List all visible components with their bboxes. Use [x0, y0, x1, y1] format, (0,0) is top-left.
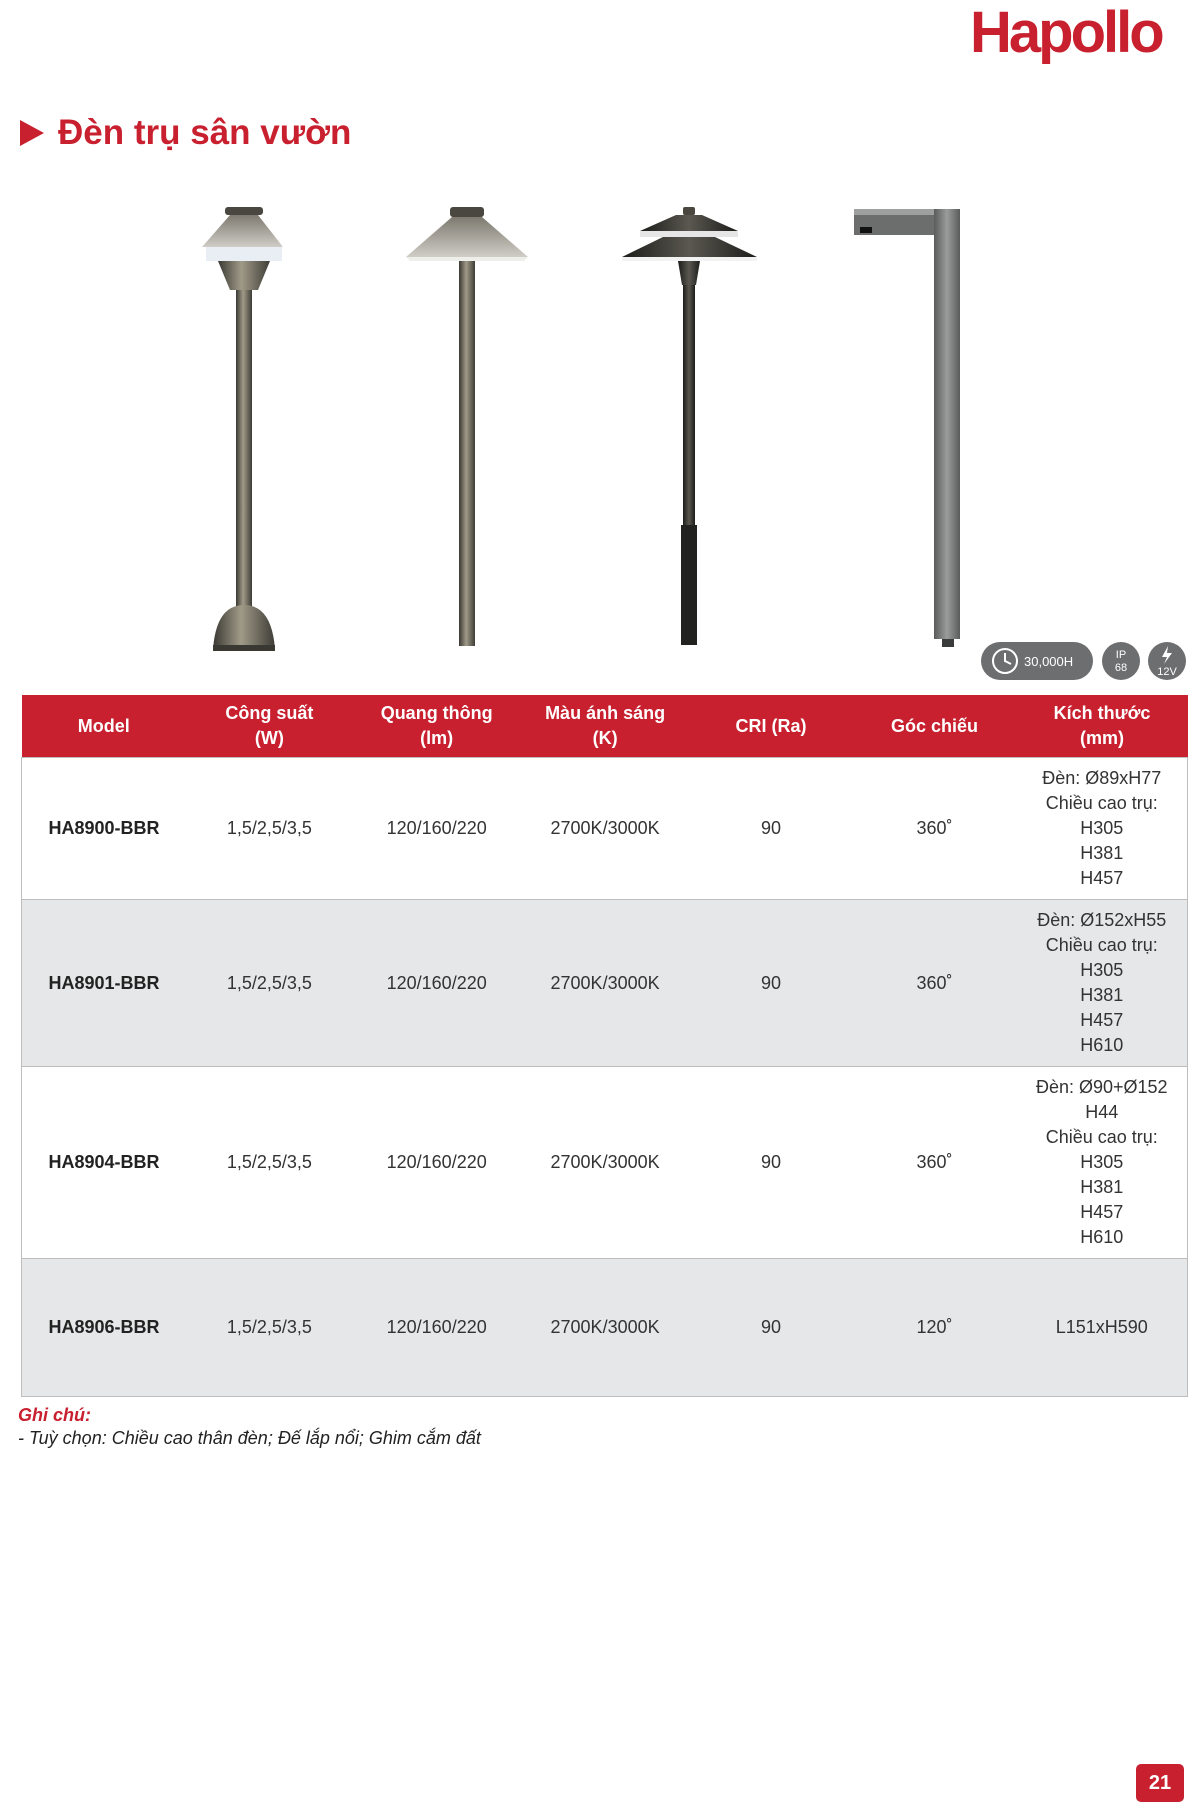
table-row: [22, 1259, 1188, 1397]
section-title-text: Đèn trụ sân vườn: [58, 113, 352, 152]
cell-size: Đèn: Ø152xH55 Chiều cao trụ: H305 H381 H457 H610: [1017, 900, 1188, 1067]
ip-rating-badge: [1102, 642, 1140, 680]
cell-color: 2700K/3000K: [521, 1259, 690, 1397]
table-header-row: [22, 695, 1188, 758]
cell-size: L151xH590: [1017, 1259, 1188, 1397]
cell-angle: 360˚: [916, 1152, 953, 1172]
hapollo-logo: [970, 2, 1188, 68]
page-number: 21: [1136, 1764, 1184, 1802]
product-images: [0, 195, 1200, 675]
cell-model: HA8904-BBR: [48, 1152, 160, 1172]
notes-text: - Tuỳ chọn: Chiều cao thân đèn; Đế lắp nổi; Ghim cắm đất: [18, 1428, 481, 1448]
product-image-ha8901: [406, 207, 528, 646]
lifetime-label: 30,000H: [1024, 654, 1074, 669]
header-size: Kích thước (mm): [1017, 695, 1188, 758]
header-power: Công suất (W): [186, 695, 353, 758]
header-lumen: Quang thông (lm): [353, 695, 521, 758]
product-image-ha8904: [622, 207, 757, 645]
table-row: [22, 758, 1188, 900]
cell-lumen: 120/160/220: [386, 818, 487, 838]
notes: [18, 1405, 481, 1449]
cell-angle: 120˚: [852, 1259, 1016, 1397]
section-title: [20, 108, 351, 158]
cell-color: 2700K/3000K: [550, 1152, 660, 1172]
product-image-ha8900: [202, 207, 283, 651]
cell-power: 1,5/2,5/3,5: [186, 1259, 353, 1397]
cell-color: 2700K/3000K: [550, 818, 660, 838]
ip-value: 68: [1114, 662, 1128, 674]
header-cri: CRI (Ra): [689, 695, 852, 758]
voltage-badge: [1148, 642, 1186, 680]
cell-model: HA8906-BBR: [22, 1259, 187, 1397]
cell-power: 1,5/2,5/3,5: [186, 900, 353, 1067]
cell-lumen: 120/160/220: [353, 1259, 521, 1397]
cell-size: Đèn: Ø90+Ø152 H44 Chiều cao trụ: H305 H381 H457 H610: [1035, 1077, 1168, 1247]
lifetime-badge: [981, 642, 1093, 680]
cell-power: 1,5/2,5/3,5: [226, 818, 312, 838]
header-color: Màu ánh sáng (K): [521, 695, 690, 758]
cell-cri: 90: [689, 1259, 852, 1397]
product-image-ha8906: [854, 209, 960, 647]
cell-cri: 90: [760, 1152, 781, 1172]
cell-model: HA8900-BBR: [48, 818, 160, 838]
header-angle: Góc chiếu: [852, 695, 1016, 758]
spec-table: [21, 695, 1188, 1397]
play-triangle-icon: [20, 120, 44, 146]
cell-cri: 90: [689, 900, 852, 1067]
cell-power: 1,5/2,5/3,5: [226, 1152, 312, 1172]
cell-cri: 90: [760, 818, 781, 838]
cell-lumen: 120/160/220: [386, 1152, 487, 1172]
cell-angle: 360˚: [852, 900, 1016, 1067]
notes-label: Ghi chú:: [18, 1405, 91, 1425]
cell-color: 2700K/3000K: [521, 900, 690, 1067]
header-model: Model: [22, 695, 187, 758]
table-row: [22, 900, 1188, 1067]
table-row: [22, 1067, 1188, 1259]
cell-angle: 360˚: [916, 818, 953, 838]
svg-text:Hapollo: Hapollo: [970, 2, 1162, 65]
voltage-label: 12V: [1157, 666, 1177, 678]
cell-lumen: 120/160/220: [353, 900, 521, 1067]
spec-badges: [980, 640, 1190, 684]
ip-label: IP: [1115, 649, 1127, 661]
cell-model: HA8901-BBR: [22, 900, 187, 1067]
cell-size: Đèn: Ø89xH77 Chiều cao trụ: H305 H381 H457: [1042, 768, 1162, 888]
